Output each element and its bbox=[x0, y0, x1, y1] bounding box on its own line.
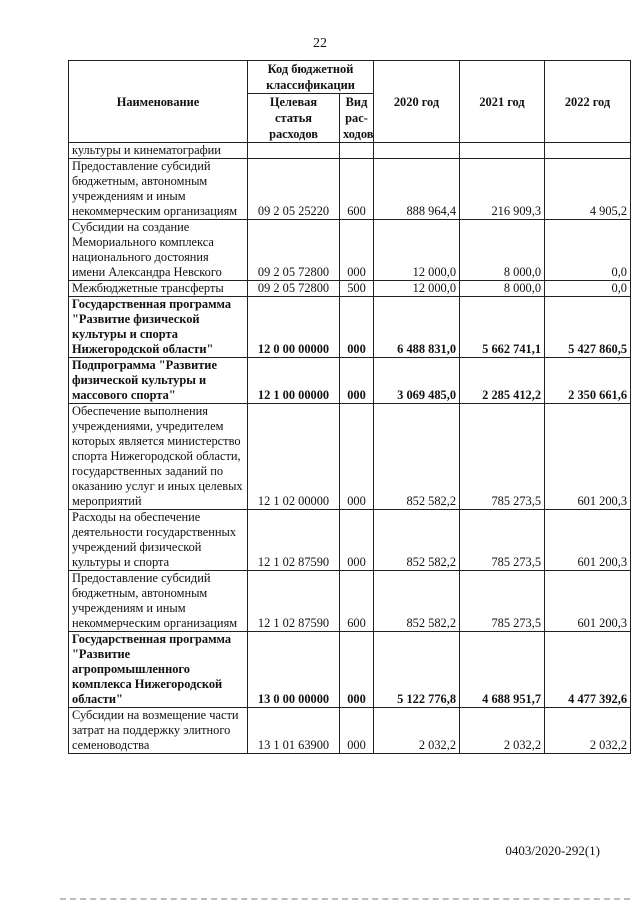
row-value-2020: 2 032,2 bbox=[374, 708, 460, 754]
row-target-item: 12 1 00 00000 bbox=[248, 358, 340, 404]
row-target-item: 13 1 01 63900 bbox=[248, 708, 340, 754]
table-row bbox=[69, 358, 631, 404]
row-expense-type: 000 bbox=[340, 297, 374, 358]
budget-table bbox=[68, 60, 631, 754]
row-value-2020: 5 122 776,8 bbox=[374, 632, 460, 708]
row-value-2020: 852 582,2 bbox=[374, 404, 460, 510]
row-value-2022: 2 032,2 bbox=[545, 708, 631, 754]
row-value-2020: 852 582,2 bbox=[374, 510, 460, 571]
row-value-2021: 4 688 951,7 bbox=[460, 632, 545, 708]
table-row bbox=[69, 297, 631, 358]
row-expense-type bbox=[340, 143, 374, 159]
row-value-2021: 8 000,0 bbox=[460, 220, 545, 281]
row-target-item: 12 1 02 87590 bbox=[248, 571, 340, 632]
header-name: Наименование bbox=[69, 61, 248, 143]
row-value-2022: 2 350 661,6 bbox=[545, 358, 631, 404]
header-budget-code: Код бюджетной классификации bbox=[248, 61, 374, 94]
scan-edge-artifact bbox=[60, 898, 630, 903]
row-name: Предоставление субсидий бюджетным, автономным учреждениям и иным некоммерческим организациям bbox=[69, 159, 248, 220]
row-name: Субсидии на возмещение части затрат на поддержку элитного семеноводства bbox=[69, 708, 248, 754]
row-value-2020: 12 000,0 bbox=[374, 220, 460, 281]
row-expense-type: 000 bbox=[340, 510, 374, 571]
row-target-item: 12 0 00 00000 bbox=[248, 297, 340, 358]
row-target-item: 13 0 00 00000 bbox=[248, 632, 340, 708]
table-row bbox=[69, 708, 631, 754]
row-name: культуры и кинематографии bbox=[69, 143, 248, 159]
page-number: 22 bbox=[313, 36, 327, 51]
row-name: Субсидии на создание Мемориального комплекса национального достояния имени Александра Невского bbox=[69, 220, 248, 281]
row-value-2021: 2 285 412,2 bbox=[460, 358, 545, 404]
row-value-2021: 5 662 741,1 bbox=[460, 297, 545, 358]
row-value-2020: 852 582,2 bbox=[374, 571, 460, 632]
row-value-2022 bbox=[545, 143, 631, 159]
row-name: Межбюджетные трансферты bbox=[69, 281, 248, 297]
row-expense-type: 000 bbox=[340, 220, 374, 281]
table-row bbox=[69, 510, 631, 571]
row-name: Предоставление субсидий бюджетным, автономным учреждениям и иным некоммерческим организациям bbox=[69, 571, 248, 632]
row-expense-type: 000 bbox=[340, 404, 374, 510]
row-value-2022: 601 200,3 bbox=[545, 510, 631, 571]
row-value-2020: 3 069 485,0 bbox=[374, 358, 460, 404]
row-value-2022: 5 427 860,5 bbox=[545, 297, 631, 358]
row-value-2022: 0,0 bbox=[545, 281, 631, 297]
row-target-item: 09 2 05 72800 bbox=[248, 220, 340, 281]
row-value-2022: 601 200,3 bbox=[545, 571, 631, 632]
row-target-item: 09 2 05 25220 bbox=[248, 159, 340, 220]
row-name: Расходы на обеспечение деятельности государственных учреждений физической культуры и спорта bbox=[69, 510, 248, 571]
header-target-item: Целевая статья расходов bbox=[248, 94, 340, 143]
row-expense-type: 000 bbox=[340, 708, 374, 754]
table-row bbox=[69, 281, 631, 297]
row-target-item: 12 1 02 00000 bbox=[248, 404, 340, 510]
row-expense-type: 600 bbox=[340, 159, 374, 220]
table-row bbox=[69, 404, 631, 510]
header-year-2021: 2021 год bbox=[460, 61, 545, 143]
row-expense-type: 600 bbox=[340, 571, 374, 632]
table-row bbox=[69, 159, 631, 220]
table-row bbox=[69, 220, 631, 281]
row-name: Государственная программа "Развитие агропромышленного комплекса Нижегородской области" bbox=[69, 632, 248, 708]
row-value-2022: 4 905,2 bbox=[545, 159, 631, 220]
row-name: Государственная программа "Развитие физической культуры и спорта Нижегородской области" bbox=[69, 297, 248, 358]
row-value-2021 bbox=[460, 143, 545, 159]
header-year-2022: 2022 год bbox=[545, 61, 631, 143]
row-value-2020 bbox=[374, 143, 460, 159]
header-expense-type: Вид рас-ходов bbox=[340, 94, 374, 143]
row-value-2020: 888 964,4 bbox=[374, 159, 460, 220]
row-value-2022: 601 200,3 bbox=[545, 404, 631, 510]
row-name: Подпрограмма "Развитие физической культуры и массового спорта" bbox=[69, 358, 248, 404]
row-value-2022: 0,0 bbox=[545, 220, 631, 281]
row-expense-type: 000 bbox=[340, 632, 374, 708]
row-value-2021: 8 000,0 bbox=[460, 281, 545, 297]
header-year-2020: 2020 год bbox=[374, 61, 460, 143]
row-value-2020: 12 000,0 bbox=[374, 281, 460, 297]
row-expense-type: 000 bbox=[340, 358, 374, 404]
row-value-2021: 785 273,5 bbox=[460, 510, 545, 571]
row-value-2022: 4 477 392,6 bbox=[545, 632, 631, 708]
row-target-item: 09 2 05 72800 bbox=[248, 281, 340, 297]
row-expense-type: 500 bbox=[340, 281, 374, 297]
row-value-2020: 6 488 831,0 bbox=[374, 297, 460, 358]
row-value-2021: 785 273,5 bbox=[460, 404, 545, 510]
row-name: Обеспечение выполнения учреждениями, учредителем которых является министерство спорта Нижегородской области, государственных заданий по оказанию услуг и иных целевых мероприятий bbox=[69, 404, 248, 510]
table-row bbox=[69, 632, 631, 708]
row-value-2021: 2 032,2 bbox=[460, 708, 545, 754]
table-row bbox=[69, 571, 631, 632]
row-value-2021: 785 273,5 bbox=[460, 571, 545, 632]
row-target-item: 12 1 02 87590 bbox=[248, 510, 340, 571]
row-value-2021: 216 909,3 bbox=[460, 159, 545, 220]
table-row bbox=[69, 143, 631, 159]
document-code: 0403/2020-292(1) bbox=[505, 843, 600, 858]
row-target-item bbox=[248, 143, 340, 159]
